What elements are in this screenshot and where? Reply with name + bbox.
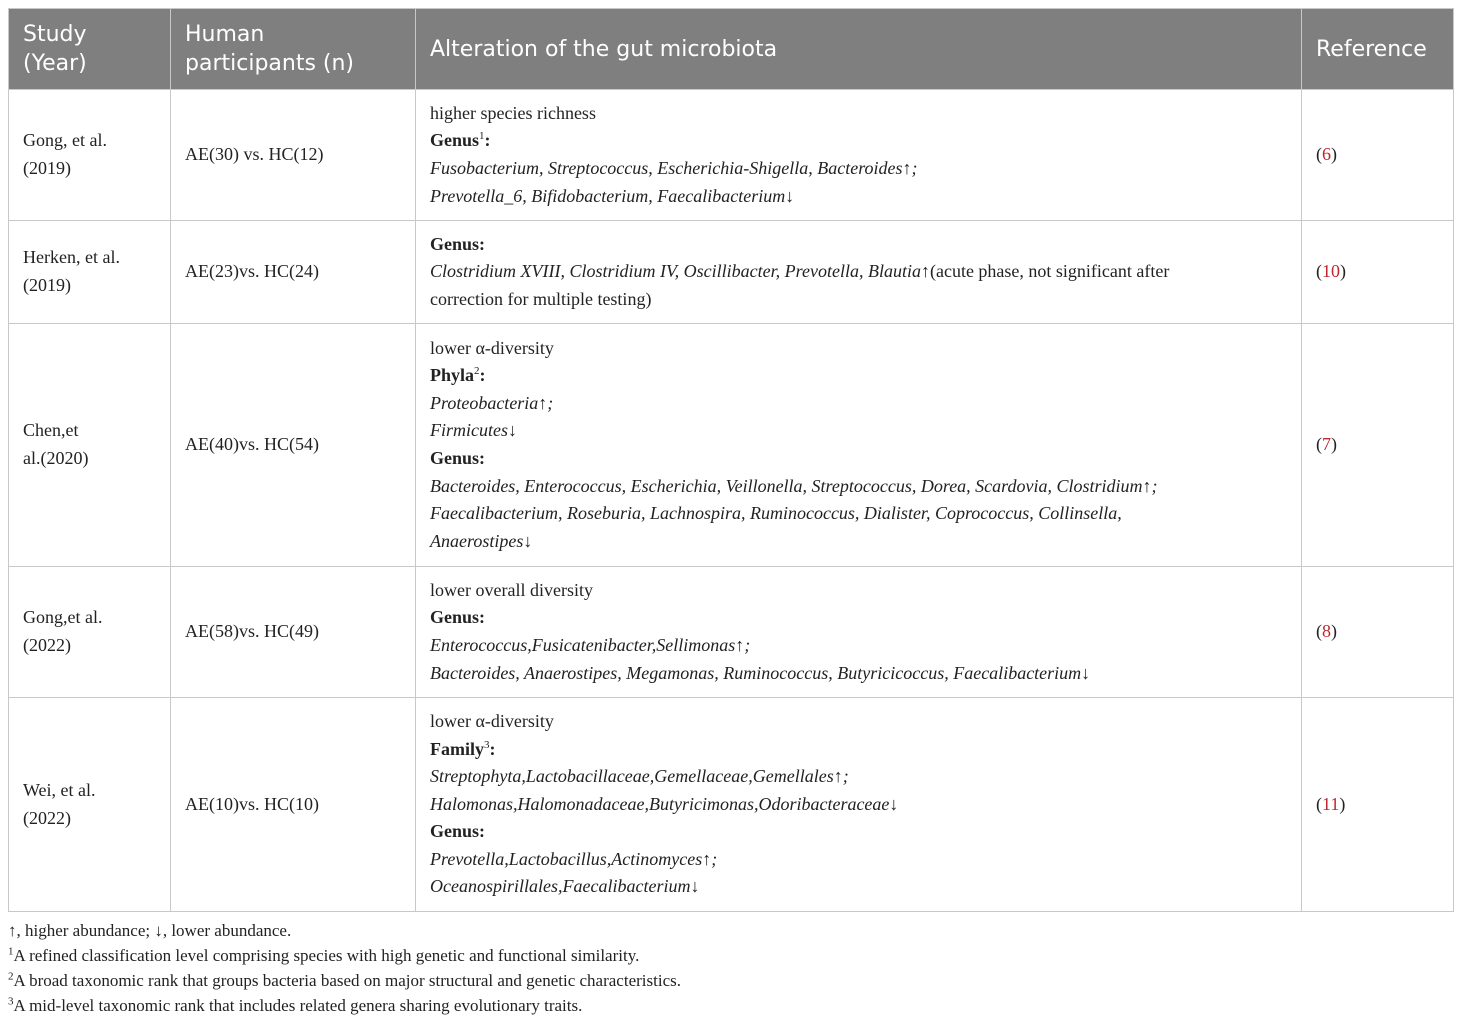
footnote-text: A broad taxonomic rank that groups bacteria based on major structural and genetic characteristics.	[13, 971, 681, 990]
table-row	[9, 221, 1454, 324]
footnote-marker: 3	[484, 738, 490, 751]
taxon-rank-label: :	[484, 130, 491, 151]
alteration-line	[430, 286, 1287, 314]
taxa-list: Bacteroides, Enterococcus, Escherichia, Veillonella, Streptococcus, Dorea, Scardovia, Clostridium↑;	[430, 475, 1158, 496]
reference-cell: (10)	[1302, 221, 1454, 324]
footnote-text: A refined classification level comprising species with high genetic and functional similarity.	[13, 946, 640, 965]
alteration-cell	[416, 324, 1302, 567]
participants-cell: AE(30) vs. HC(12)	[171, 90, 416, 221]
taxa-list: Streptophyta,Lactobacillaceae,Gemellaceae,Gemellales↑;	[430, 766, 849, 787]
column-header: Alteration of the gut microbiota	[416, 9, 1302, 90]
table-row	[9, 567, 1454, 698]
taxa-list: Anaerostipes↓	[430, 530, 533, 551]
participants-cell: AE(40)vs. HC(54)	[171, 324, 416, 567]
alteration-text: lower α-diversity	[430, 710, 554, 731]
taxon-rank-label: Phyla	[430, 365, 475, 386]
taxa-list: Faecalibacterium, Roseburia, Lachnospira, Ruminococcus, Dialister, Coprococcus, Collinsella,	[430, 503, 1122, 524]
alteration-line	[430, 577, 1287, 605]
reference-cell: (6)	[1302, 90, 1454, 221]
alteration-text: correction for multiple testing)	[430, 288, 652, 309]
alteration-line	[430, 873, 1287, 901]
study-cell	[9, 567, 171, 698]
footnote-marker: 3	[8, 995, 14, 1008]
taxon-rank-label: Genus:	[430, 607, 486, 628]
column-header: Human participants (n)	[171, 9, 416, 90]
alteration-cell	[416, 90, 1302, 221]
participants-cell: AE(23)vs. HC(24)	[171, 221, 416, 324]
alteration-line	[430, 231, 1287, 259]
alteration-line	[430, 258, 1287, 286]
taxa-list: Enterococcus,Fusicatenibacter,Sellimonas↑;	[430, 635, 751, 655]
alteration-line	[430, 791, 1287, 819]
taxon-rank-label: Family	[430, 738, 484, 759]
reference-cell: (7)	[1302, 324, 1454, 567]
alteration-text: lower α-diversity	[430, 337, 554, 358]
footnote-marker: 1	[479, 130, 485, 143]
alteration-cell	[416, 567, 1302, 698]
alteration-line	[430, 155, 1287, 183]
study-line: (2019)	[23, 275, 71, 295]
table-row	[9, 324, 1454, 567]
alteration-text: lower overall diversity	[430, 579, 593, 600]
footnote	[8, 943, 681, 968]
alteration-line	[430, 473, 1287, 501]
study-line: al.(2020)	[23, 448, 89, 468]
study-cell	[9, 90, 171, 221]
alteration-line	[430, 127, 1287, 155]
taxa-list: Prevotella_6, Bifidobacterium, Faecalibacterium↓	[430, 185, 795, 206]
alteration-line	[430, 362, 1287, 390]
alteration-line	[430, 846, 1287, 874]
study-line: Chen,et	[23, 420, 79, 441]
footnote-marker: 2	[474, 365, 480, 378]
footnote-text: A mid-level taxonomic rank that includes related genera sharing evolutionary traits.	[13, 996, 583, 1015]
footnote-text: ↑, higher abundance; ↓, lower abundance.	[8, 921, 292, 940]
alteration-line	[430, 390, 1287, 418]
taxon-rank-label: Genus:	[430, 821, 486, 842]
alteration-line	[430, 183, 1287, 211]
table-row	[9, 90, 1454, 221]
alteration-line	[430, 708, 1287, 736]
alteration-text: higher species richness	[430, 102, 596, 123]
footnote	[8, 968, 681, 993]
study-cell	[9, 221, 171, 324]
alteration-line	[430, 736, 1287, 764]
taxa-list: Halomonas,Halomonadaceae,Butyricimonas,Odoribacteraceae↓	[430, 793, 899, 814]
alteration-line	[430, 417, 1287, 445]
study-line: Gong, et al.	[23, 130, 107, 151]
reference-link[interactable]: 11	[1322, 793, 1340, 814]
taxon-rank-label: Genus	[430, 130, 480, 151]
taxa-list: Clostridium XVIII, Clostridium IV, Oscillibacter, Prevotella, Blautia↑	[430, 261, 930, 282]
footnote	[8, 993, 681, 1018]
alteration-line	[430, 528, 1287, 556]
study-line: Wei, et al.	[23, 779, 96, 800]
table-footnotes	[8, 918, 681, 1018]
alteration-line	[430, 763, 1287, 791]
taxon-rank-label: Genus:	[430, 448, 486, 468]
reference-cell: (11)	[1302, 698, 1454, 912]
alteration-line	[430, 604, 1287, 632]
alteration-line	[430, 660, 1287, 688]
taxon-rank-label: Genus:	[430, 233, 486, 254]
footnote-marker: 1	[8, 945, 14, 958]
study-line: Herken, et al.	[23, 247, 120, 268]
reference-link[interactable]: 10	[1322, 261, 1340, 282]
study-line: (2019)	[23, 158, 71, 178]
study-line: (2022)	[23, 635, 71, 655]
alteration-line	[430, 818, 1287, 846]
microbiota-table	[8, 8, 1454, 912]
alteration-line	[430, 500, 1287, 528]
alteration-line	[430, 632, 1287, 660]
taxa-list: Oceanospirillales,Faecalibacterium↓	[430, 876, 700, 897]
taxon-rank-label: :	[479, 365, 486, 386]
reference-link[interactable]: 7	[1322, 434, 1331, 455]
study-line: (2022)	[23, 807, 71, 828]
taxon-rank-label: :	[489, 738, 496, 759]
study-line: Gong,et al.	[23, 607, 103, 628]
column-header: Study (Year)	[9, 9, 171, 90]
taxa-list: Fusobacterium, Streptococcus, Escherichia-Shigella, Bacteroides↑;	[430, 158, 918, 178]
alteration-line	[430, 445, 1287, 473]
participants-cell: AE(58)vs. HC(49)	[171, 567, 416, 698]
taxa-list: Bacteroides, Anaerostipes, Megamonas, Ruminococcus, Butyricicoccus, Faecalibacterium↓	[430, 662, 1091, 683]
reference-link[interactable]: 8	[1322, 621, 1331, 642]
alteration-line	[430, 335, 1287, 363]
column-header: Reference	[1302, 9, 1454, 90]
taxa-list: Firmicutes↓	[430, 420, 517, 441]
taxa-list: Prevotella,Lactobacillus,Actinomyces↑;	[430, 848, 718, 869]
study-cell	[9, 698, 171, 912]
taxa-list: Proteobacteria↑;	[430, 392, 554, 413]
study-cell	[9, 324, 171, 567]
alteration-line	[430, 100, 1287, 128]
participants-cell: AE(10)vs. HC(10)	[171, 698, 416, 912]
header-row	[9, 9, 1454, 90]
reference-link[interactable]: 6	[1322, 144, 1331, 165]
alteration-cell	[416, 221, 1302, 324]
table-row	[9, 698, 1454, 912]
reference-cell: (8)	[1302, 567, 1454, 698]
footnote-marker: 2	[8, 970, 14, 983]
footnote	[8, 918, 681, 943]
alteration-cell	[416, 698, 1302, 912]
alteration-text: (acute phase, not significant after	[929, 261, 1170, 282]
